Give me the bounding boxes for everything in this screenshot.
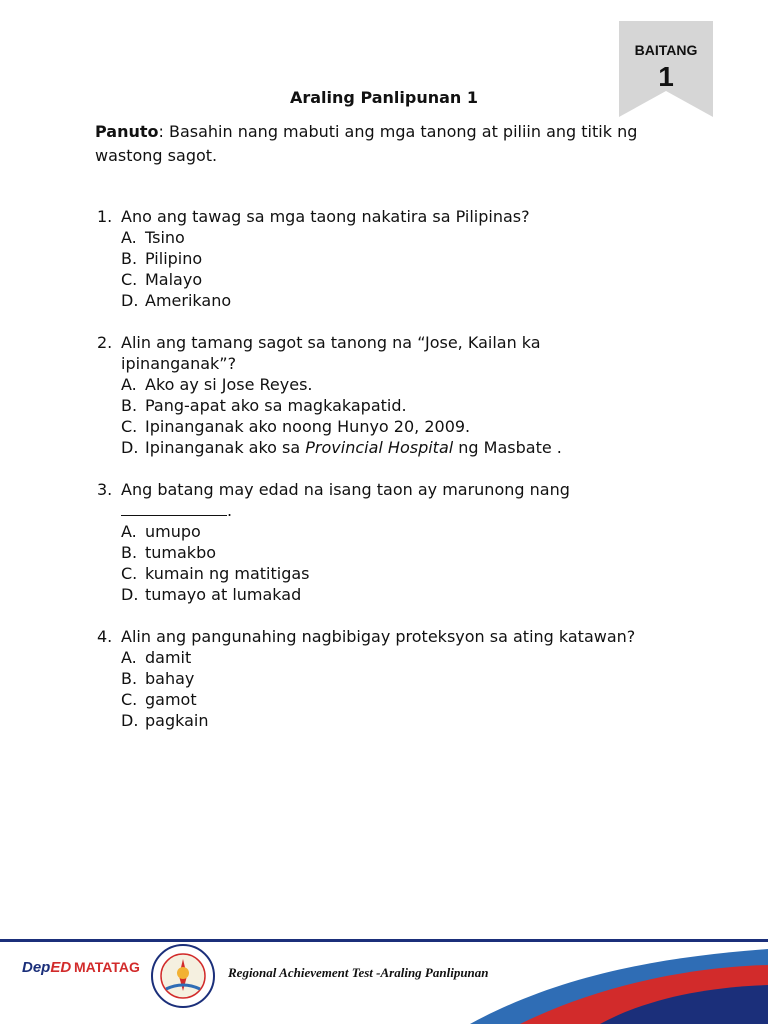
choice-letter: C. — [121, 690, 138, 709]
choice-letter: A. — [121, 375, 137, 394]
choice-letter: C. — [121, 417, 138, 436]
badge-number: 1 — [658, 61, 674, 92]
choice-text: pagkain — [145, 711, 209, 730]
question-text-wrap — [121, 479, 657, 521]
question-list — [97, 206, 657, 752]
choice-text: tumayo at lumakad — [145, 585, 302, 604]
choice-text: Pang-apat ako sa magkakapatid. — [145, 396, 407, 415]
choice-a[interactable] — [121, 227, 657, 248]
choice-c[interactable] — [121, 689, 657, 710]
question-text: Ano ang tawag sa mga taong nakatira sa Pilipinas? — [121, 207, 530, 226]
choice-c[interactable] — [121, 416, 657, 437]
choice-letter: B. — [121, 669, 138, 688]
choice-letter: B. — [121, 249, 138, 268]
answer-blank — [121, 501, 227, 516]
choice-a[interactable] — [121, 521, 657, 542]
choice-d[interactable] — [121, 710, 657, 731]
choice-text: umupo — [145, 522, 201, 541]
choice-c[interactable] — [121, 269, 657, 290]
choice-letter: B. — [121, 396, 138, 415]
question-4 — [97, 626, 657, 731]
choice-text: kumain ng matitigas — [145, 564, 310, 583]
choice-text: Ako ay si Jose Reyes. — [145, 375, 313, 394]
choice-text: Pilipino — [145, 249, 203, 268]
choice-text: Amerikano — [145, 291, 232, 310]
choice-letter: A. — [121, 648, 137, 667]
question-text: Ang batang may edad na isang taon ay marunong nang — [121, 480, 570, 499]
question-1 — [97, 206, 657, 311]
instructions-label: Panuto — [95, 122, 159, 141]
choice-text-italic: Provincial Hospital — [305, 438, 454, 457]
instructions-text: : Basahin nang mabuti ang mga tanong at piliin ang titik ng wastong sagot. — [95, 122, 638, 165]
choice-text: damit — [145, 648, 192, 667]
choice-letter: D. — [121, 438, 139, 457]
choice-d[interactable] — [121, 290, 657, 311]
choice-letter: A. — [121, 228, 137, 247]
choice-b[interactable] — [121, 395, 657, 416]
deped-logo-part1: Dep — [22, 959, 51, 976]
choice-d[interactable] — [121, 437, 657, 458]
choice-list — [97, 227, 657, 311]
matatag-logo: MATATAG — [74, 959, 140, 975]
choice-letter: B. — [121, 543, 138, 562]
choice-text — [145, 437, 562, 458]
badge-label: BAITANG — [634, 42, 698, 58]
choice-letter: C. — [121, 564, 138, 583]
choice-text: Tsino — [145, 228, 185, 247]
choice-letter: D. — [121, 585, 139, 604]
choice-d[interactable] — [121, 584, 657, 605]
choice-text-after: ng Masbate . — [453, 438, 562, 457]
choice-text: Ipinanganak ako noong Hunyo 20, 2009. — [145, 417, 471, 436]
choice-text: Malayo — [145, 270, 203, 289]
footer-title: Regional Achievement Test -Araling Panlipunan — [228, 965, 489, 980]
blank-suffix: . — [227, 501, 233, 520]
choice-letter: D. — [121, 291, 139, 310]
choice-a[interactable] — [121, 647, 657, 668]
choice-a[interactable] — [121, 374, 657, 395]
instructions — [95, 120, 695, 168]
choice-text: tumakbo — [145, 543, 217, 562]
choice-letter: C. — [121, 270, 138, 289]
question-3 — [97, 479, 657, 605]
question-2 — [97, 332, 657, 458]
deped-logo-part2: ED — [50, 959, 72, 976]
choice-c[interactable] — [121, 563, 657, 584]
question-number: 2. — [97, 333, 113, 352]
question-number: 1. — [97, 207, 113, 226]
question-text: Alin ang pangunahing nagbibigay proteksyon sa ating katawan? — [121, 627, 636, 646]
choice-list — [97, 647, 657, 731]
question-text: Alin ang tamang sagot sa tanong na “Jose, Kailan ka ipinanganak”? — [121, 333, 541, 373]
choice-b[interactable] — [121, 668, 657, 689]
choice-text: bahay — [145, 669, 195, 688]
choice-list — [97, 374, 657, 458]
question-number: 3. — [97, 480, 113, 499]
choice-list — [97, 521, 657, 605]
choice-text-before: Ipinanganak ako sa — [145, 438, 306, 457]
choice-letter: A. — [121, 522, 137, 541]
regional-seal-icon — [150, 943, 216, 1009]
page-title — [0, 88, 768, 107]
page-title-text: Araling Panlipunan 1 — [289, 88, 479, 107]
page-footer — [0, 935, 768, 1024]
choice-b[interactable] — [121, 248, 657, 269]
choice-b[interactable] — [121, 542, 657, 563]
deped-logo — [22, 959, 71, 976]
choice-letter: D. — [121, 711, 139, 730]
question-number: 4. — [97, 627, 113, 646]
choice-text: gamot — [145, 690, 197, 709]
